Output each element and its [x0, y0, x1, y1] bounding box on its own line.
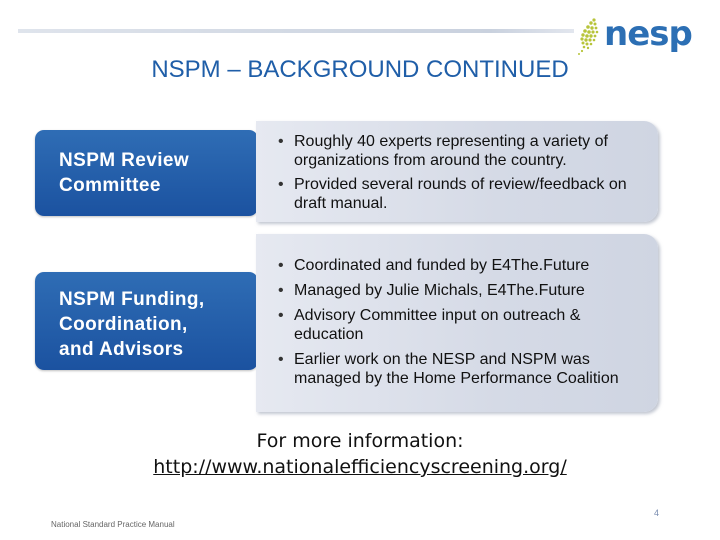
section-label-box-funding — [35, 272, 258, 370]
section-content-box-funding — [256, 234, 658, 412]
page-title: NSPM – BACKGROUND CONTINUED — [151, 56, 569, 83]
bullet-item: • Earlier work on the NESP and NSPM was managed by the Home Performance Coalition — [276, 350, 646, 388]
bullet-item: • Advisory Committee input on outreach & education — [276, 306, 646, 344]
footer-manual-name: National Standard Practice Manual — [51, 520, 175, 529]
leaf-icon — [574, 14, 606, 58]
more-info-heading: For more information: — [256, 430, 464, 452]
bullet-item: • Provided several rounds of review/feedback on draft manual. — [276, 175, 636, 213]
bullet-item: • Coordinated and funded by E4The.Future — [276, 256, 646, 275]
section-label-review: NSPM Review Committee — [59, 150, 190, 196]
section-content-box-review — [256, 121, 658, 222]
bullet-list-review — [276, 132, 636, 213]
header-rule — [18, 29, 574, 33]
logo-wordmark: nesp — [604, 14, 692, 54]
section-label-box-review — [35, 130, 258, 216]
page-number: 4 — [654, 508, 660, 518]
section-label-funding: NSPM Funding, Coordination, and Advisors — [59, 289, 205, 360]
more-info-line — [0, 456, 720, 478]
bullet-item: • Roughly 40 experts representing a variety of organizations from around the country. — [276, 132, 636, 170]
nesp-logo — [574, 14, 700, 58]
more-info-link[interactable]: http://www.nationalefficiencyscreening.org/ — [153, 456, 567, 478]
bullet-item: • Managed by Julie Michals, E4The.Future — [276, 281, 646, 300]
bullet-list-funding — [276, 256, 646, 388]
